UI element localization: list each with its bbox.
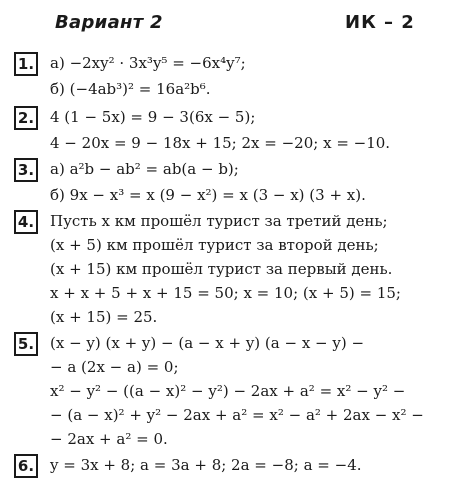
task-number: 2.	[14, 106, 38, 130]
answer-line: (x + 15) км прошёл турист за первый день.	[50, 260, 393, 278]
answer-line: x² − y² − ((a − x)² − y²) − 2ax + a² = x² − y² −	[50, 382, 406, 400]
answer-line: а) a²b − ab² = ab(a − b);	[50, 160, 239, 178]
task-number: 6.	[14, 454, 38, 478]
task-number: 1.	[14, 52, 38, 76]
answer-line: б) (−4ab³)² = 16a²b⁶.	[50, 80, 211, 98]
test-code: ИК – 2	[345, 12, 415, 33]
answer-line: а) −2xy² · 3x³y⁵ = −6x⁴y⁷;	[50, 54, 246, 72]
task-number: 3.	[14, 158, 38, 182]
answer-line: − 2ax + a² = 0.	[50, 430, 168, 448]
answer-line: (x + 15) = 25.	[50, 308, 158, 326]
answer-line: y = 3x + 8; a = 3a + 8; 2a = −8; a = −4.	[50, 456, 362, 474]
answer-line: 4 − 20x = 9 − 18x + 15; 2x = −20; x = −10.	[50, 134, 391, 152]
answer-line: x + x + 5 + x + 15 = 50; x = 10; (x + 5) = 15;	[50, 284, 401, 302]
variant-title: Вариант 2	[55, 12, 163, 33]
answer-line: (x + 5) км прошёл турист за второй день;	[50, 236, 379, 254]
header	[0, 0, 467, 44]
task-number: 5.	[14, 332, 38, 356]
answer-line: − (a − x)² + y² − 2ax + a² = x² − a² + 2ax − x² −	[50, 406, 424, 424]
task-number: 4.	[14, 210, 38, 234]
answer-line: (x − y) (x + y) − (a − x + y) (a − x − y) −	[50, 334, 365, 352]
answer-line: б) 9x − x³ = x (9 − x²) = x (3 − x) (3 + x).	[50, 186, 366, 204]
answer-line: Пусть x км прошёл турист за третий день;	[50, 212, 388, 230]
answer-line: − a (2x − a) = 0;	[50, 358, 179, 376]
answer-line: 4 (1 − 5x) = 9 − 3(6x − 5);	[50, 108, 256, 126]
